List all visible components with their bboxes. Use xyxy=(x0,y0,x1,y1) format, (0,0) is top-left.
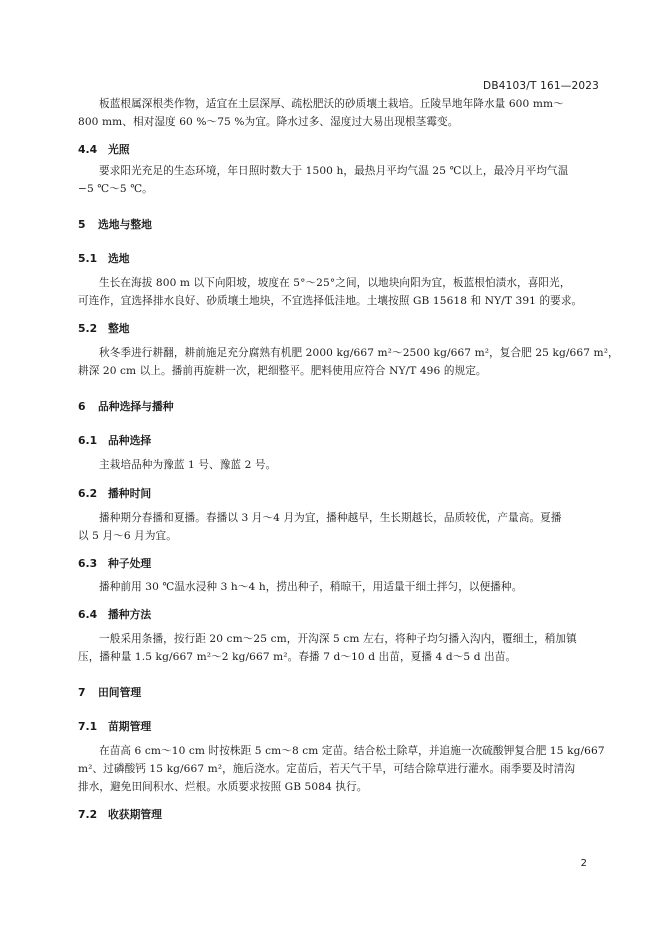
paragraph-5-2 xyxy=(78,344,619,380)
heading-number: 4.4 xyxy=(78,143,98,156)
heading-title: 播种时间 xyxy=(108,487,152,500)
heading-7 xyxy=(78,685,141,700)
heading-6-2 xyxy=(78,486,151,501)
heading-number: 7 xyxy=(78,686,86,699)
heading-5-2 xyxy=(78,321,130,336)
heading-number: 5.1 xyxy=(78,252,98,265)
text-line: m²、过磷酸钙 15 kg/667 m²，施后浇水。定苗后，若天气干旱，可结合除草进行灌水。雨季要及时清沟 xyxy=(78,763,576,775)
heading-number: 7.2 xyxy=(78,808,98,821)
heading-7-2 xyxy=(78,807,162,822)
heading-number: 6.2 xyxy=(78,487,98,500)
paragraph-4-3-continued xyxy=(78,95,598,131)
heading-title: 品种选择与播种 xyxy=(98,400,174,413)
paragraph-7-1 xyxy=(78,742,605,796)
heading-number: 5.2 xyxy=(78,322,98,335)
text-line: 秋冬季进行耕翻，耕前施足充分腐熟有机肥 2000 kg/667 m²～2500 kg/667 m²，复合肥 25 kg/667 m²， xyxy=(99,347,619,359)
text-line: 播种期分春播和夏播。春播以 3 月～4 月为宜，播种越早，生长期越长，品质较优，产量高。夏播 xyxy=(99,512,562,524)
heading-6-1 xyxy=(78,433,151,448)
heading-title: 品种选择 xyxy=(108,434,152,447)
heading-title: 选地 xyxy=(108,252,130,265)
paragraph-6-3 xyxy=(78,578,598,596)
text-line: 主栽培品种为豫蓝 1 号、豫蓝 2 号。 xyxy=(99,459,277,471)
text-line: 排水，避免田间积水、烂根。水质要求按照 GB 5084 执行。 xyxy=(78,781,368,793)
heading-6 xyxy=(78,399,174,414)
heading-title: 苗期管理 xyxy=(108,720,152,733)
text-line: 要求阳光充足的生态环境，年日照时数大于 1500 h，最热月平均气温 25 ℃以上，最冷月平均气温 xyxy=(99,165,569,177)
paragraph-6-2 xyxy=(78,509,598,545)
heading-title: 种子处理 xyxy=(108,557,152,570)
heading-number: 6.1 xyxy=(78,434,98,447)
heading-number: 6 xyxy=(78,400,86,413)
heading-number: 5 xyxy=(78,218,86,231)
paragraph-5-1 xyxy=(78,274,598,310)
text-line: 在苗高 6 cm～10 cm 时按株距 5 cm～8 cm 定苗。结合松土除草，并追施一次硫酸钾复合肥 15 kg/667 xyxy=(99,745,605,757)
heading-5 xyxy=(78,217,152,232)
text-line: 压，播种量 1.5 kg/667 m²～2 kg/667 m²。春播 7 d～10 d 出苗，夏播 4 d～5 d 出苗。 xyxy=(78,651,517,663)
document-body xyxy=(78,0,619,936)
heading-number: 6.3 xyxy=(78,557,98,570)
text-line: 耕深 20 cm 以上。播前再旋耕一次，耙细整平。肥料使用应符合 NY/T 496 的规定。 xyxy=(78,365,487,377)
paragraph-4-4 xyxy=(78,162,598,198)
heading-title: 光照 xyxy=(108,143,130,156)
heading-title: 收获期管理 xyxy=(108,808,162,821)
heading-title: 田间管理 xyxy=(98,686,142,699)
heading-6-4 xyxy=(78,607,151,622)
heading-number: 6.4 xyxy=(78,608,98,621)
text-line: 可连作，宜选择排水良好、砂质壤土地块，不宜选择低洼地。土壤按照 GB 15618 和 NY/T 391 的要求。 xyxy=(78,295,583,307)
heading-title: 选地与整地 xyxy=(98,218,152,231)
page-number: 2 xyxy=(580,858,587,869)
document-code: DB4103/T 161—2023 xyxy=(483,80,599,92)
paragraph-6-1 xyxy=(78,456,598,474)
text-line: 播种前用 30 ℃温水浸种 3 h～4 h，捞出种子，稍晾干，用适量干细土拌匀，以便播种。 xyxy=(99,581,523,593)
heading-7-1 xyxy=(78,719,151,734)
text-line: 生长在海拔 800 m 以下向阳坡，坡度在 5°～25°之间，以地块向阳为宜，板蓝根怕渍水，喜阳光， xyxy=(99,277,571,289)
paragraph-6-4 xyxy=(78,630,598,666)
heading-title: 播种方法 xyxy=(108,608,152,621)
text-line: 一般采用条播，按行距 20 cm～25 cm，开沟深 5 cm 左右，将种子均匀播入沟内，覆细土，稍加镇 xyxy=(99,633,577,645)
heading-number: 7.1 xyxy=(78,720,98,733)
heading-6-3 xyxy=(78,556,151,571)
text-line: −5 ℃～5 ℃。 xyxy=(78,183,153,195)
heading-4-4 xyxy=(78,142,130,157)
text-line: 以 5 月～6 月为宜。 xyxy=(78,530,177,542)
heading-5-1 xyxy=(78,251,130,266)
text-line: 800 mm、相对湿度 60 %～75 %为宜。降水过多、湿度过大易出现根茎霉变。 xyxy=(78,116,459,128)
heading-title: 整地 xyxy=(108,322,130,335)
text-line: 板蓝根属深根类作物，适宜在土层深厚、疏松肥沃的砂质壤土栽培。丘陵旱地年降水量 600 mm～ xyxy=(99,98,564,110)
